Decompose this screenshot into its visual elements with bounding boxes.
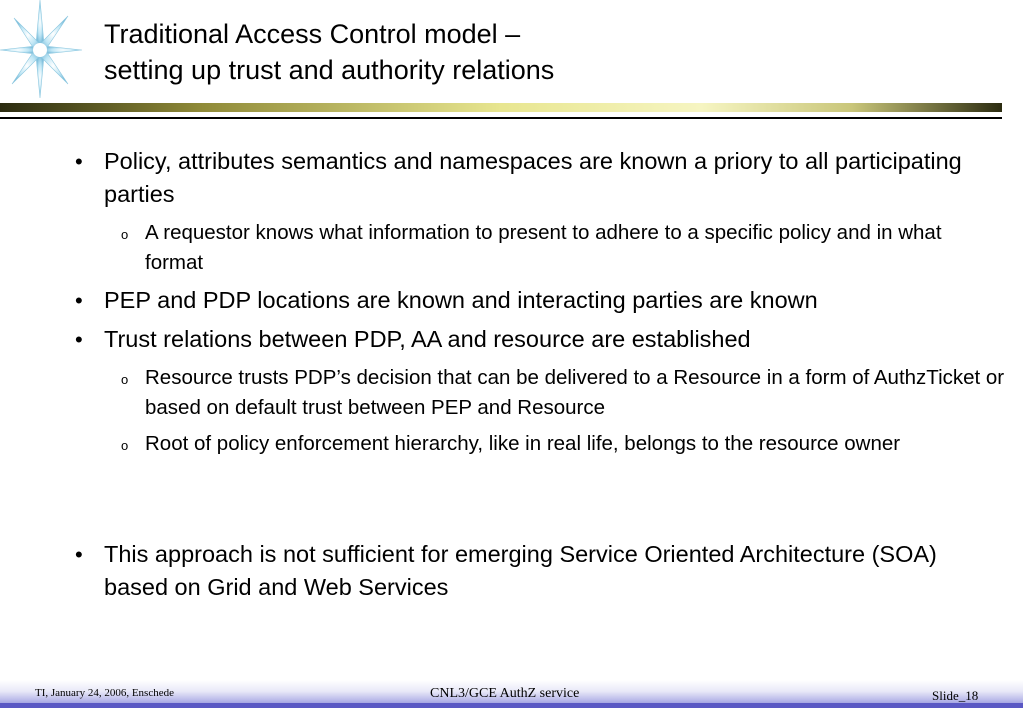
sub-bullet-marker: o — [121, 372, 129, 387]
bullet-2 — [75, 284, 1004, 317]
star-burst-icon — [0, 0, 90, 100]
sub-bullet-marker: o — [121, 438, 129, 453]
bullet-dot: • — [75, 149, 83, 174]
slide-title-line-2: setting up trust and authority relations — [104, 55, 555, 85]
title-rule — [0, 117, 1002, 119]
bullet-3-sub-1-text: Resource trusts PDP’s decision that can be delivered to a Resource in a form of AuthzTicket or based on default trust between PEP and Resource — [145, 366, 1005, 419]
bullet-dot: • — [75, 288, 83, 313]
bullet-1-sub-1-text: A requestor knows what information to present to adhere to a specific policy and in what format — [145, 221, 942, 274]
slide-title — [104, 16, 554, 88]
bullet-4-text: This approach is not sufficient for emerging Service Oriented Architecture (SOA) based on Grid and Web Services — [104, 541, 937, 600]
title-gradient-bar — [0, 103, 1002, 112]
bullet-3-sub-1 — [121, 363, 1005, 423]
bullet-dot: • — [75, 542, 83, 567]
bullet-3-sub-2-text: Root of policy enforcement hierarchy, like in real life, belongs to the resource owner — [145, 432, 901, 455]
sub-bullet-marker: o — [121, 227, 129, 242]
bullet-3-text: Trust relations between PDP, AA and resource are established — [104, 326, 751, 352]
bullet-3-sub-2 — [121, 429, 1005, 459]
footer-date-location: TI, January 24, 2006, Enschede — [35, 687, 174, 699]
bullet-dot: • — [75, 327, 83, 352]
footer-presentation-title: CNL3/GCE AuthZ service — [430, 686, 580, 701]
bullet-4 — [75, 538, 1004, 604]
footer-line — [0, 703, 1023, 708]
bullet-3 — [75, 323, 1004, 356]
bullet-2-text: PEP and PDP locations are known and interacting parties are known — [104, 287, 818, 313]
footer-slide-number: Slide_18 — [932, 688, 979, 703]
slide-title-line-1: Traditional Access Control model – — [104, 19, 521, 49]
bullet-1-text: Policy, attributes semantics and namespaces are known a priory to all participating parties — [104, 148, 962, 207]
bullet-1-sub-1 — [121, 218, 1005, 278]
bullet-1 — [75, 145, 1004, 211]
